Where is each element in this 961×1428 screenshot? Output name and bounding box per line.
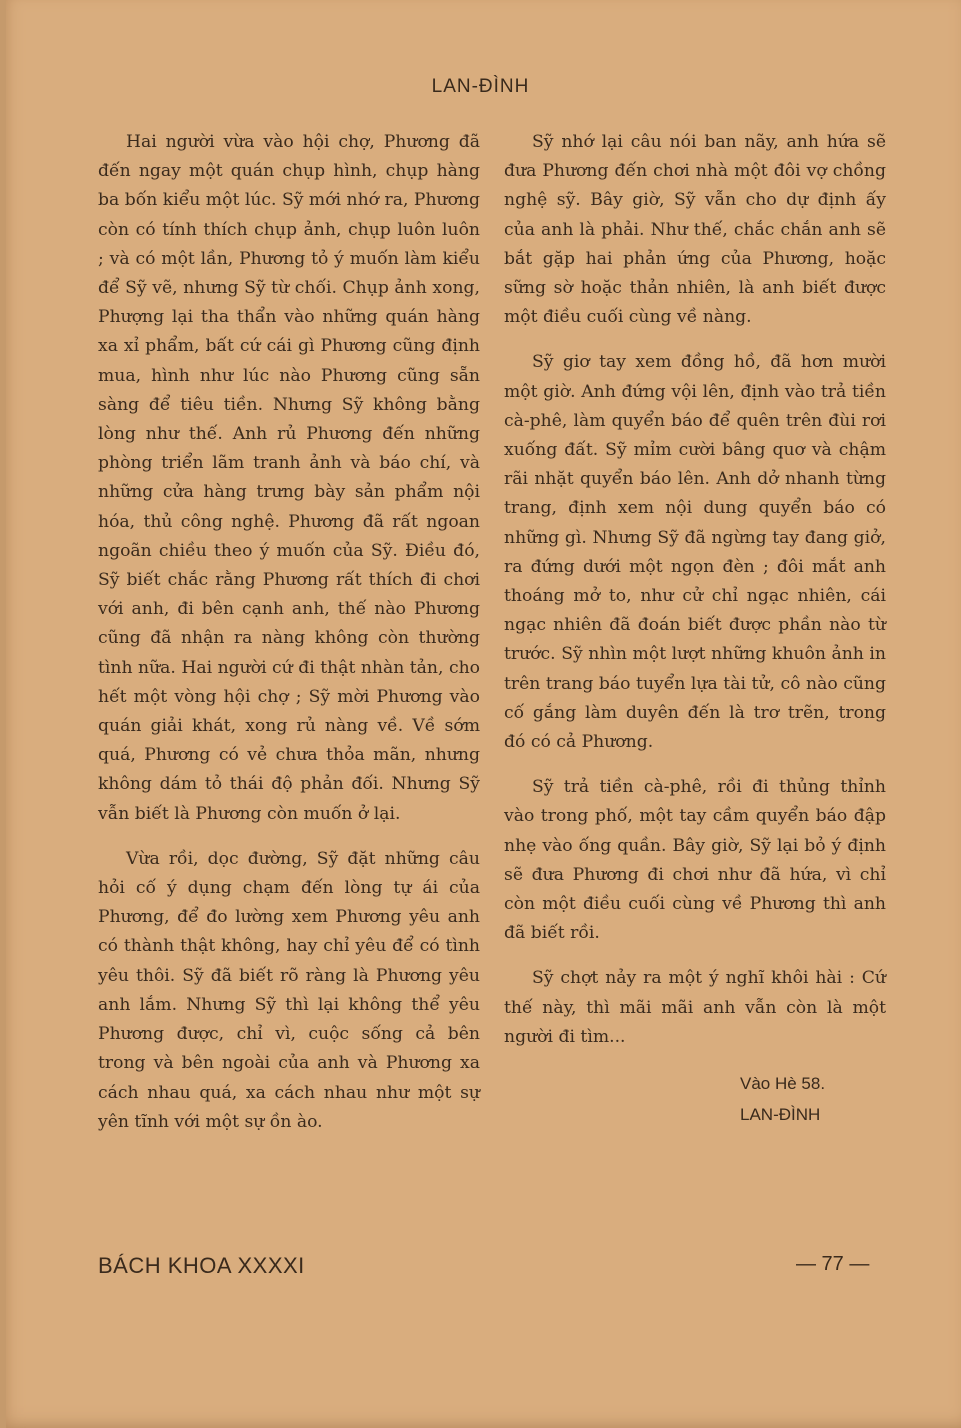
paragraph: Hai người vừa vào hội chợ, Phương đã đến ngay một quán chụp hình, chụp hàng ba bốn kiểu một lúc. Sỹ mới nhớ ra, Phương còn có tính thích chụp ảnh, chụp luôn luôn ; và có một lần, Phương tỏ ý muốn làm kiểu để Sỹ vẽ, nhưng Sỹ từ chối. Chụp ảnh xong, Phượng lại tha thẩn vào những quán hàng xa xỉ phẩm, bất cứ cái gì Phương cũng định mua, hình như lúc nào Phương cũng sẵn sàng để tiêu tiền. Nhưng Sỹ không bằng lòng như thế. Anh rủ Phương đến những phòng triển lãm tranh ảnh và báo chí, và những cửa hàng trưng bày sản phẩm nội hóa, thủ công nghệ. Phương đã rất ngoan ngoãn chiều theo ý muốn của Sỹ. Điều đó, Sỹ biết chắc rằng Phương rất thích đi chơi với anh, đi bên cạnh anh, thế nào Phương cũng đã nhận ra nàng không còn thường tình nữa. Hai người cứ đi thật nhàn tản, cho hết một vòng hội chợ ; Sỹ mời Phương vào quán giải khát, xong rủ nàng về. Về sớm quá, Phương có vẻ chưa thỏa mãn, nhưng không dám tỏ thái độ phản đối. Nhưng Sỹ vẫn biết là Phương còn muốn ở lại.	[98, 132, 480, 824]
page-edge	[0, 0, 6, 1428]
signature-block	[504, 1068, 886, 1130]
right-column	[504, 128, 886, 1130]
publication-name: BÁCH KHOA XXXXI	[98, 1253, 305, 1278]
paragraph: Sỹ giơ tay xem đồng hồ, đã hơn mười một giờ. Anh đứng vội lên, định vào trả tiền cà-phê, làm quyển báo để quên trên đùi rơi xuống đất. Sỹ mỉm cười bâng quơ và chậm rãi nhặt quyển báo lên. Anh dở nhanh từng trang, định xem nội dung quyển báo có những gì. Nhưng Sỹ đã ngừng tay đang giở, ra đứng dưới một ngọn đèn ; đôi mắt anh thoáng mở to, như cử chỉ ngạc nhiên, cái ngạc nhiên đã đoán biết được phần nào từ trước. Sỹ nhìn một lượt những khuôn ảnh in trên trang báo tuyển lựa tài tử, cô nào cũng cố gắng làm duyên đến là trơ trẽn, trong đó có cả Phương.	[504, 352, 886, 753]
left-column	[98, 128, 480, 1153]
page-number: — 77 —	[796, 1253, 870, 1275]
paragraph: Sỹ chợt nảy ra một ý nghĩ khôi hài : Cứ thế này, thì mãi mãi anh vẫn còn là một người đi tìm...	[504, 968, 886, 1047]
signature-author: LAN-ĐÌNH	[740, 1105, 821, 1125]
paragraph: Sỹ trả tiền cà-phê, rồi đi thủng thỉnh vào trong phố, một tay cầm quyển báo đập nhẹ vào ống quần. Bây giờ, Sỹ lại bỏ ý định sẽ đưa Phương đi chơi như đã hứa, vì chỉ còn một điều cuối cùng về Phương thì anh đã biết rồi.	[504, 777, 886, 944]
signature-date: Vào Hè 58.	[740, 1074, 826, 1094]
running-title: LAN-ĐÌNH	[431, 76, 530, 97]
paragraph: Sỹ nhớ lại câu nói ban nãy, anh hứa sẽ đưa Phương đến chơi nhà một đôi vợ chồng nghệ sỹ. Bây giờ, Sỹ vẫn cho dự định ấy của anh là phải. Như thế, chắc chắn anh sẽ bắt gặp hai phản ứng của Phương, hoặc sững sờ hoặc thản nhiên, là anh biết được một điều cuối cùng về nàng.	[504, 132, 886, 328]
paragraph: Vừa rồi, dọc đường, Sỹ đặt những câu hỏi cố ý dụng chạm đến lòng tự ái của Phương, để đo lường xem Phương yêu anh có thành thật không, hay chỉ yêu để có tình yêu thôi. Sỹ đã biết rõ ràng là Phương yêu anh lắm. Nhưng Sỹ thì lại không thể yêu Phương được, chỉ vì, cuộc sống cả bên trong và bên ngoài của anh và Phương xa cách nhau quá, xa cách nhau như một sự yên tĩnh với một sự ồn ào.	[98, 848, 480, 1132]
